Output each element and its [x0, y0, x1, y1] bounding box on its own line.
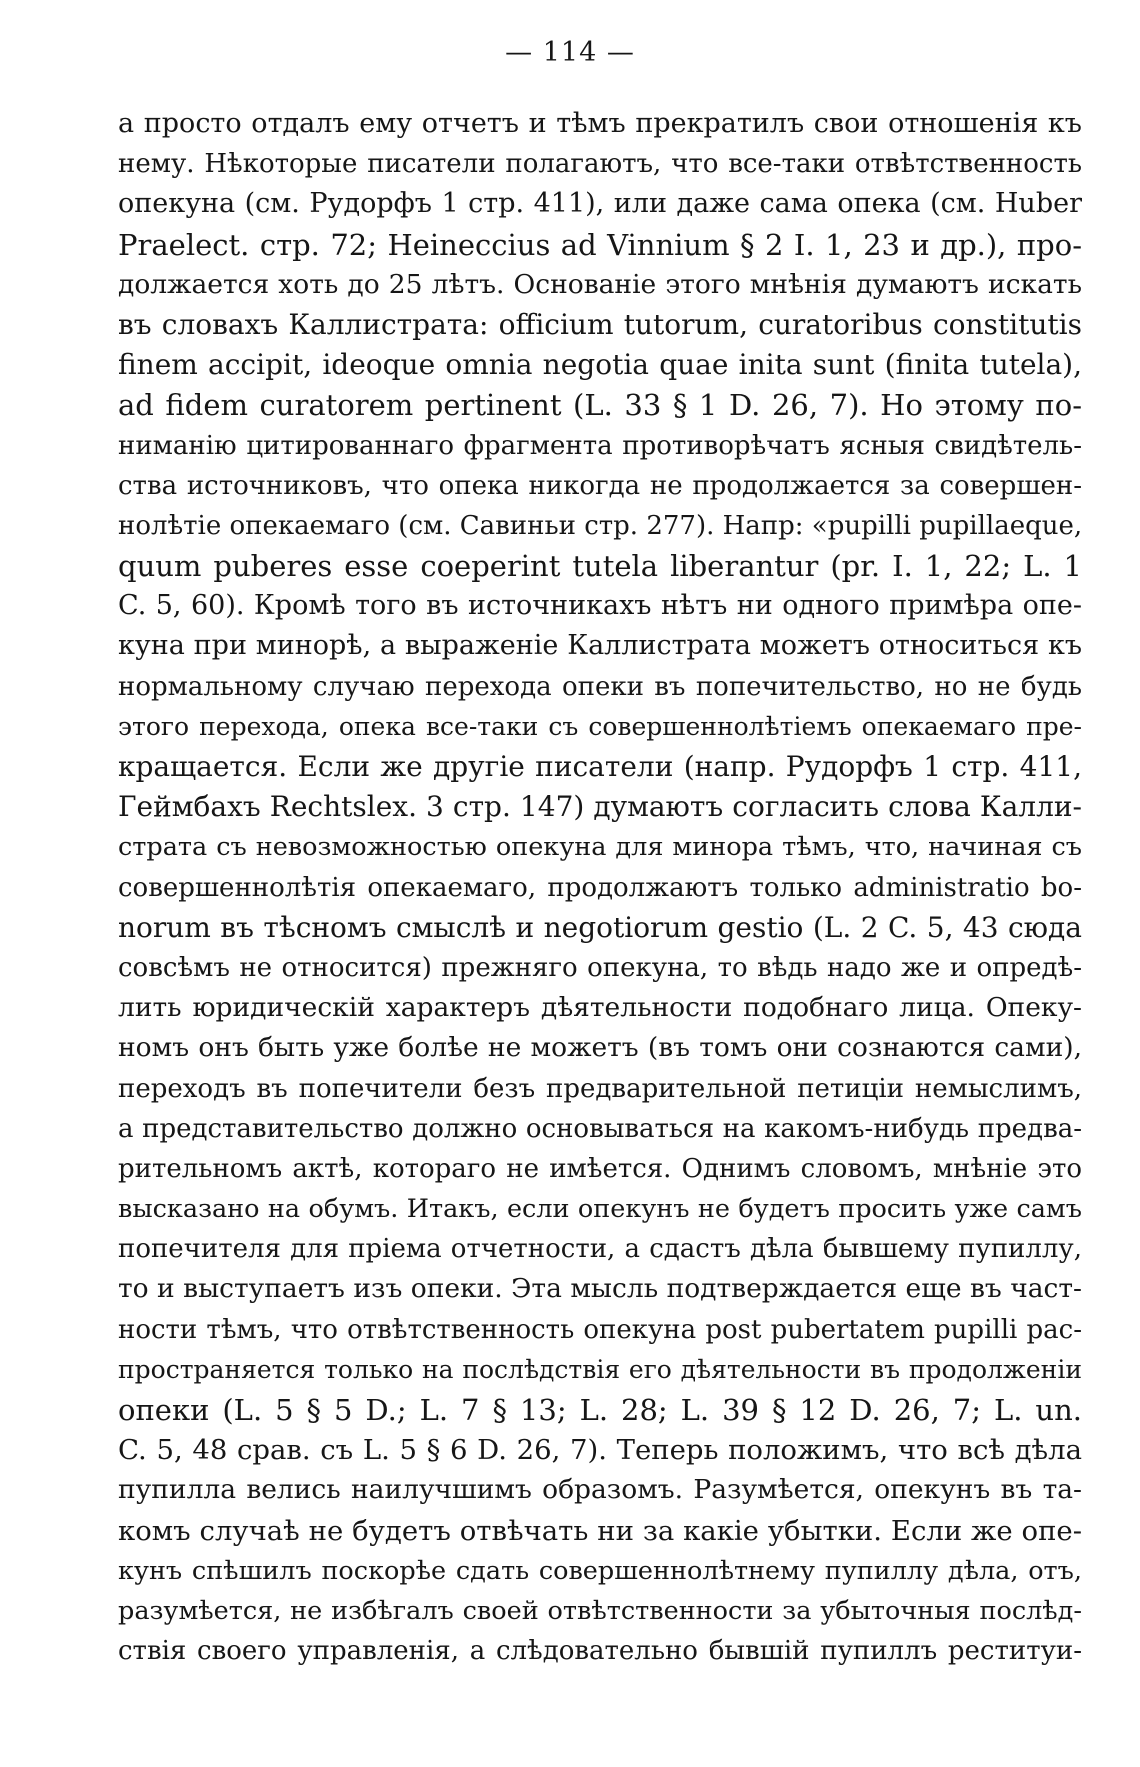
text-line: переходъ въ попечители безъ предварительной петиціи немыслимъ, [118, 1073, 1082, 1104]
text-line: нормальному случаю перехода опеки въ попечительство, но не будь [118, 671, 1082, 702]
text-line: куна при минорѣ, а выраженіе Каллистрата можетъ относиться къ [118, 630, 1082, 662]
text-line: попечителя для пріема отчетности, а сдастъ дѣла бывшему пупиллу, [118, 1234, 1082, 1265]
text-line: нему. Нѣкоторые писатели полагаютъ, что все-таки отвѣтственность [118, 149, 1082, 180]
text-line: ниманію цитированнаго фрагмента противорѣчатъ ясныя свидѣтель- [118, 430, 1082, 461]
text-line: а представительство должно основываться на какомъ-нибудь предва- [118, 1113, 1082, 1144]
text-line: кунъ спѣшилъ поскорѣе сдать совершеннолѣтнему пупиллу дѣла, отъ, [118, 1555, 1082, 1586]
text-line: совсѣмъ не относится) прежняго опекуна, то вѣдь надо же и опредѣ- [118, 952, 1082, 983]
text-line: кращается. Если же другіе писатели (напр. Рудорфъ 1 стр. 411, [118, 750, 1082, 783]
text-line: quum puberes esse coeperint tutela liberantur (pr. I. 1, 22; L. 1 [118, 549, 1082, 584]
text-line: пупилла велись наилучшимъ образомъ. Разумѣется, опекунъ въ та- [118, 1474, 1082, 1506]
text-line: нолѣтіе опекаемаго (см. Савиньи стр. 277). Напр: «pupilli pupillaeque, [118, 510, 1082, 541]
text-line: norum въ тѣсномъ смыслѣ и negotiorum gestio (L. 2 C. 5, 43 сюда [118, 910, 1082, 944]
text-line: страта съ невозможностью опекуна для минора тѣмъ, что, начиная съ [118, 832, 1082, 863]
text-line: комъ случаѣ не будетъ отвѣчать ни за какіе убытки. Если же опе- [118, 1514, 1082, 1547]
text-line: C. 5, 60). Кромѣ того въ источникахъ нѣтъ ни одного примѣра опе- [118, 590, 1082, 622]
text-line: рительномъ актѣ, котораго не имѣется. Однимъ словомъ, мнѣніе это [118, 1153, 1082, 1184]
page-number: — 114 — [505, 37, 635, 68]
text-line: ности тѣмъ, что отвѣтственность опекуна post pubertatem pupilli рас- [118, 1314, 1082, 1345]
text-line: а просто отдалъ ему отчетъ и тѣмъ прекратилъ свои отношенія къ [118, 108, 1082, 139]
text-line: номъ онъ быть уже болѣе не можетъ (въ томъ они сознаются сами), [118, 1032, 1082, 1064]
text-line: этого перехода, опека все-таки съ совершеннолѣтіемъ опекаемаго пре- [118, 711, 1082, 741]
text-line: finem accipit, ideoque omnia negotia quae inita sunt (finita tutela), [118, 348, 1082, 382]
text-line: опеки (L. 5 § 5 D.; L. 7 § 13; L. 28; L. 39 § 12 D. 26, 7; L. un. [118, 1393, 1082, 1427]
text-line: ства источниковъ, что опека никогда не продолжается за совершен- [118, 470, 1082, 501]
text-line: должается хоть до 25 лѣтъ. Основаніе этого мнѣнія думаютъ искать [118, 268, 1082, 300]
text-line: пространяется только на послѣдствія его дѣятельности въ продолженіи [118, 1354, 1082, 1384]
text-line: ствія своего управленія, а слѣдовательно бывшій пупиллъ реституи- [118, 1636, 1082, 1667]
text-line: Praelect. стр. 72; Heineccius ad Vinnium § 2 I. 1, 23 и др.), про- [118, 227, 1082, 262]
text-line: то и выступаетъ изъ опеки. Эта мысль подтверждается еще въ част- [118, 1273, 1082, 1305]
text-line: опекуна (см. Рудорфъ 1 стр. 411), или даже сама опека (см. Huber [118, 188, 1082, 220]
text-line: ad fidem curatorem pertinent (L. 33 § 1 D. 26, 7). Но этому по- [118, 388, 1082, 423]
text-line: C. 5, 48 срав. съ L. 5 § 6 D. 26, 7). Теперь положимъ, что всѣ дѣла [118, 1434, 1082, 1467]
body-paragraph [118, 104, 1082, 1671]
text-line: совершеннолѣтія опекаемаго, продолжаютъ только administratio bo- [118, 872, 1082, 903]
text-line: Геймбахъ Rechtslex. 3 стр. 147) думаютъ согласить слова Калли- [118, 790, 1082, 824]
text-line: разумѣется, не избѣгалъ своей отвѣтственности за убыточныя послѣд- [118, 1595, 1082, 1626]
text-line: лить юридическій характеръ дѣятельности подобнаго лица. Опеку- [118, 992, 1082, 1024]
text-line: высказано на обумъ. Итакъ, если опекунъ не будетъ просить уже самъ [118, 1194, 1082, 1225]
text-line: въ словахъ Каллистрата: officium tutorum, curatoribus constitutis [118, 307, 1082, 341]
